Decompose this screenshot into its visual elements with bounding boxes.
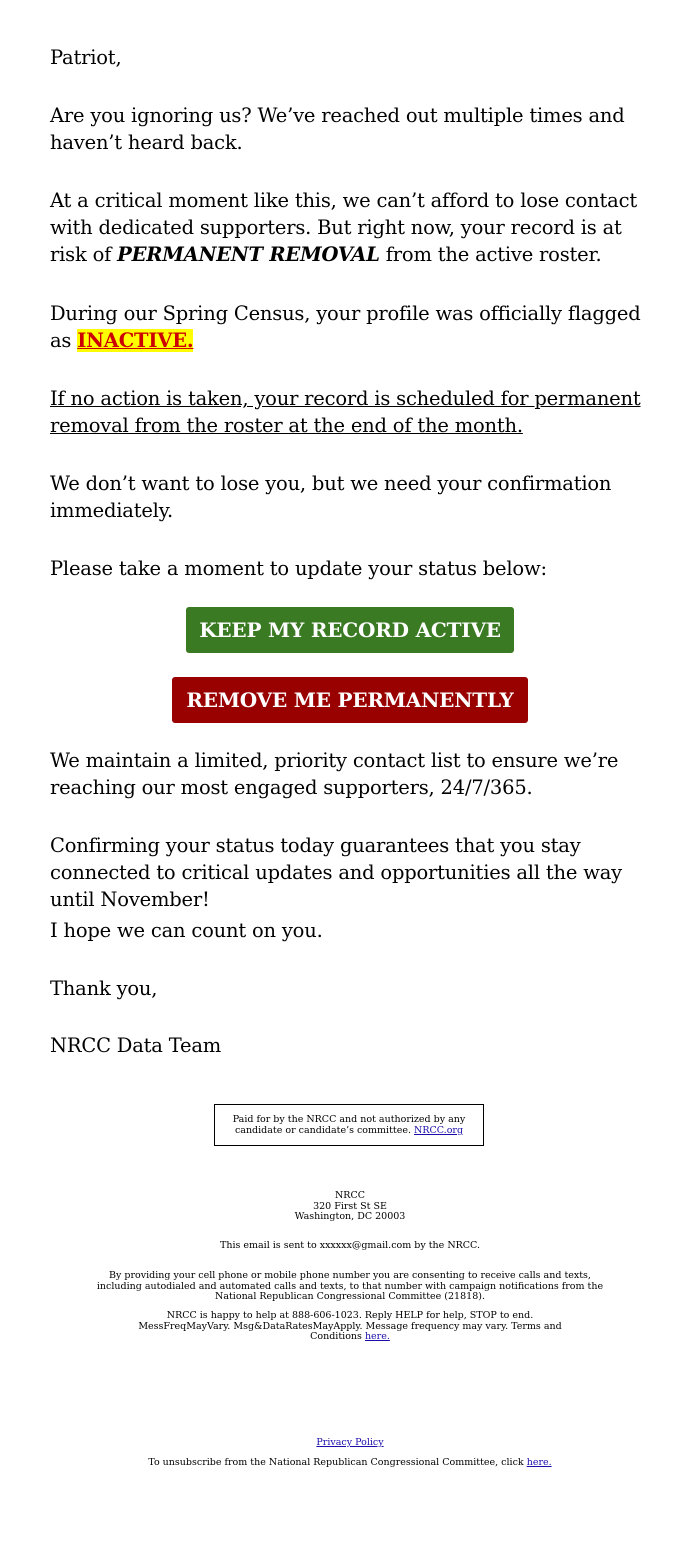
terms-link[interactable]: here. (364, 1331, 390, 1342)
paragraph-critical-moment (50, 187, 660, 268)
paragraph-warning: If no action is taken, your record is scheduled for permanent removal from the roster at the end of the month. (50, 387, 641, 437)
privacy-policy-link[interactable]: Privacy Policy (316, 1437, 384, 1448)
paragraph-confirmation: We don’t want to lose you, but we need your confirmation immediately. (50, 472, 612, 522)
help-text: NRCC is happy to help at 888-606-1023. Reply HELP for help, STOP to end. MessFreqMayVary. Msg&DataRatesMayApply. Message frequency may vary. Terms and Conditions (138, 1310, 562, 1342)
paragraph-stay-connected: Confirming your status today guarantees that you stay connected to critical updates and opportunities all the way until November! (50, 834, 622, 911)
paragraph-text: from the active roster. (379, 243, 602, 266)
permanent-removal-emphasis: PERMANENT REMOVAL (117, 243, 380, 266)
street-address: 320 First St SE (313, 1200, 387, 1212)
mailing-address (80, 1191, 620, 1223)
paragraph-text: At a critical moment like this, we can’t afford to lose contact with dedicated supporters. But right now, your record is at risk of (50, 189, 637, 266)
paid-for-disclaimer (214, 1104, 484, 1146)
help-notice (120, 1311, 580, 1343)
paragraph-text: During our Spring Census, your profile was officially flagged as (50, 302, 641, 352)
inactive-flag: INACTIVE. (77, 329, 194, 352)
nrcc-link[interactable]: NRCC.org (414, 1125, 464, 1136)
unsubscribe-notice (80, 1458, 620, 1469)
sent-to-notice: This email is sent to xxxxxx@gmail.com by the NRCC. (219, 1240, 481, 1251)
disclaimer-text: Paid for by the NRCC and not authorized by any candidate or candidate’s committee. (232, 1114, 466, 1136)
unsubscribe-link[interactable]: here. (526, 1457, 552, 1468)
city-state-zip: Washington, DC 20003 (294, 1211, 406, 1222)
org-name: NRCC (334, 1190, 365, 1201)
keep-record-active-button[interactable]: KEEP MY RECORD ACTIVE (186, 607, 514, 653)
paragraph-priority-list: We maintain a limited, priority contact list to ensure we’re reaching our most engaged supporters, 24/7/365. (50, 749, 619, 799)
paragraph-ignoring: Are you ignoring us? We’ve reached out multiple times and haven’t heard back. (50, 104, 625, 154)
paragraph-spring-census (50, 300, 660, 354)
remove-me-permanently-button[interactable]: REMOVE ME PERMANENTLY (172, 677, 528, 723)
paragraph-count-on-you: I hope we can count on you. (50, 919, 323, 942)
paragraph-update-status: Please take a moment to update your status below: (50, 557, 547, 580)
sms-consent-notice: By providing your cell phone or mobile phone number you are consenting to receive calls and texts, including autodialed and automated calls and texts, to that number with campaign notifications from the National Republican Congressional Committee (21818). (96, 1270, 604, 1302)
unsubscribe-text: To unsubscribe from the National Republican Congressional Committee, click (148, 1457, 524, 1468)
signature: NRCC Data Team (50, 1034, 222, 1057)
greeting: Patriot, (50, 46, 122, 69)
privacy-policy-container (80, 1438, 620, 1449)
closing: Thank you, (50, 977, 158, 1000)
